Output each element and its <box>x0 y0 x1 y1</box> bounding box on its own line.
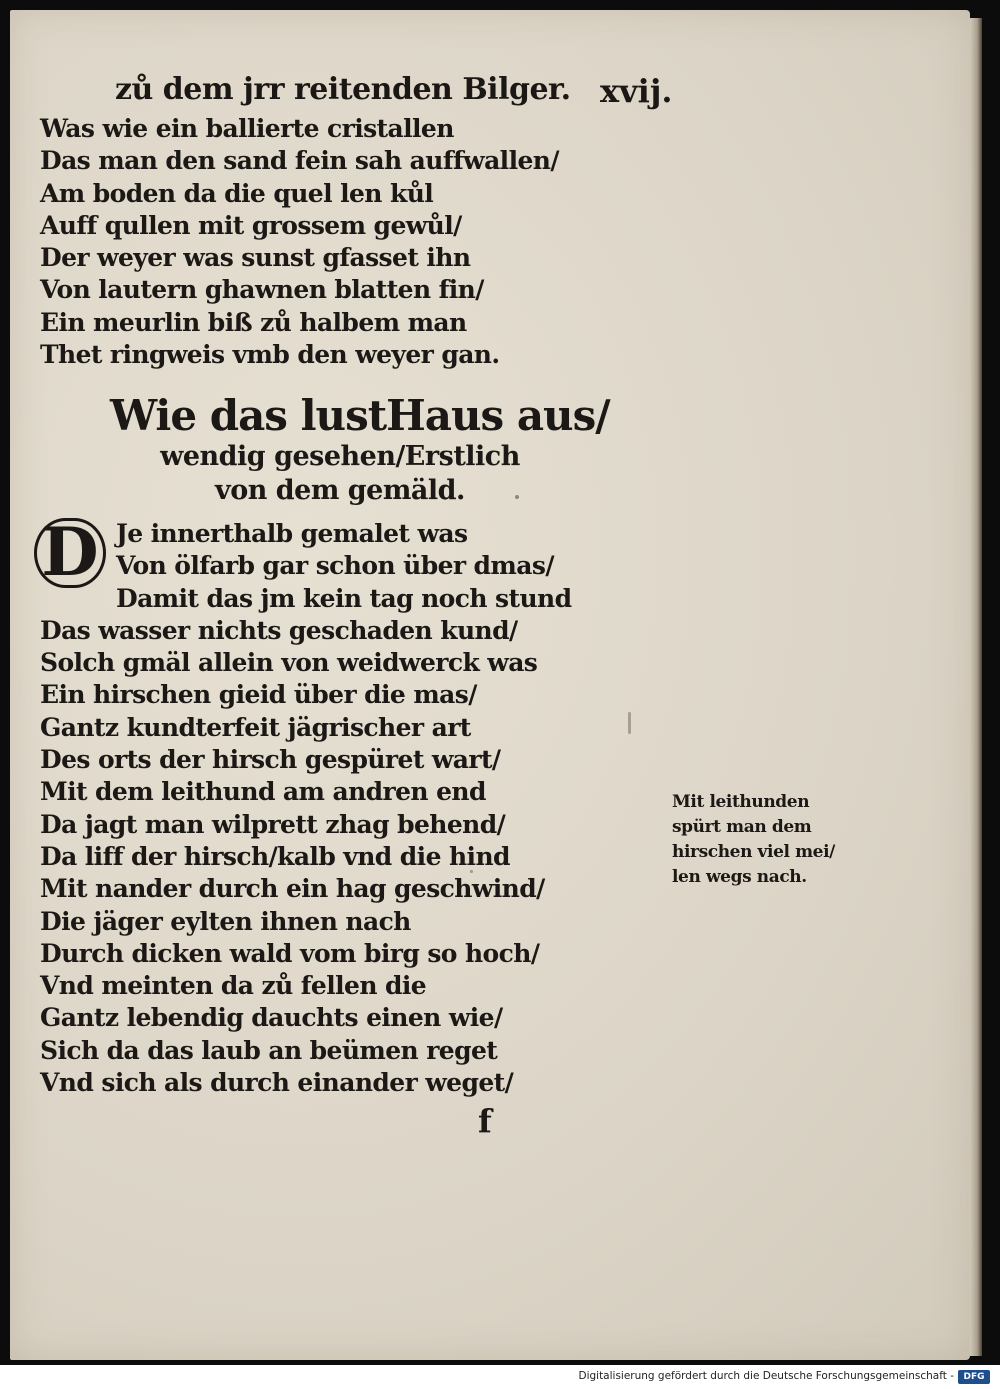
heading-line-3: von dem gemäld. <box>215 475 465 506</box>
heading-line-1: Wie das lustHaus aus/ <box>110 391 610 440</box>
verse-line: Da jagt man wilprett zhag behend/ <box>40 809 506 839</box>
verse-line: Das man den sand fein sah auffwallen/ <box>40 146 559 176</box>
paper-speck <box>628 712 631 734</box>
verse-line: Je innerthalb gemalet was <box>116 519 468 548</box>
marginal-line: hirschen viel mei/ <box>672 842 835 862</box>
marginal-line: Mit leithunden <box>672 792 810 812</box>
decorated-initial: D <box>34 518 106 588</box>
footer-bar <box>0 1365 1000 1389</box>
verse-line: Vnd sich als durch einander weget/ <box>40 1068 514 1098</box>
verse-line: Gantz kundterfeit jägrischer art <box>40 712 471 742</box>
section-heading <box>110 391 610 508</box>
paper-speck <box>515 495 519 499</box>
marginal-line: spürt man dem <box>672 817 812 837</box>
paper-speck <box>470 870 473 873</box>
verse-line: Thet ringweis vmb den weyer gan. <box>40 340 500 370</box>
verse-line: Vnd meinten da zů fellen die <box>40 971 427 1001</box>
verse-line: Was wie ein ballierte cristallen <box>40 114 454 143</box>
verse-line: Sich da das laub an beümen reget <box>40 1035 498 1065</box>
verse-line: Da liff der hirsch/kalb vnd die hind <box>40 841 510 871</box>
marginal-line: len wegs nach. <box>672 867 807 887</box>
verse-line: Solch gmäl allein von weidwerck was <box>40 648 538 678</box>
verse-line: Von lautern ghawnen blatten fin/ <box>40 275 484 305</box>
page-edge <box>970 18 982 1356</box>
verse-line: Ein meurlin biß zů halbem man <box>40 307 467 337</box>
verse-line: Mit dem leithund am andren end <box>40 777 486 807</box>
verse-line: Auff qullen mit grossem gewůl/ <box>40 210 462 240</box>
verse-line: Durch dicken wald vom birg so hoch/ <box>40 938 540 968</box>
footer-credit: Digitalisierung gefördert durch die Deutsche Forschungsgemeinschaft - <box>578 1370 954 1382</box>
verse-line: Von ölfarb gar schon über dmas/ <box>116 551 554 581</box>
folio-number: xvij. <box>600 72 673 110</box>
heading-line-2: wendig gesehen/Erstlich <box>160 441 520 472</box>
verse-line: Der weyer was sunst gfasset ihn <box>40 243 471 273</box>
verse-line: Ein hirschen gieid über die mas/ <box>40 680 477 710</box>
running-head: zů dem jrr reitenden Bilger. <box>115 72 571 107</box>
verse-line: Damit das jm kein tag noch stund <box>116 583 572 613</box>
dfg-logo: DFG <box>958 1370 990 1384</box>
verse-line: Am boden da die quel len kůl <box>40 178 434 208</box>
verse-line: Gantz lebendig dauchts einen wie/ <box>40 1003 503 1033</box>
verse-block-main <box>40 518 600 1099</box>
verse-line: Die jäger eylten ihnen nach <box>40 906 411 936</box>
verse-line: Mit nander durch ein hag geschwind/ <box>40 874 545 904</box>
catchword-signature: f <box>478 1102 492 1140</box>
marginal-note <box>672 790 872 890</box>
verse-line: Des orts der hirsch gespüret wart/ <box>40 745 501 775</box>
verse-block-top <box>40 113 600 371</box>
verse-line: Das wasser nichts geschaden kund/ <box>40 615 518 645</box>
